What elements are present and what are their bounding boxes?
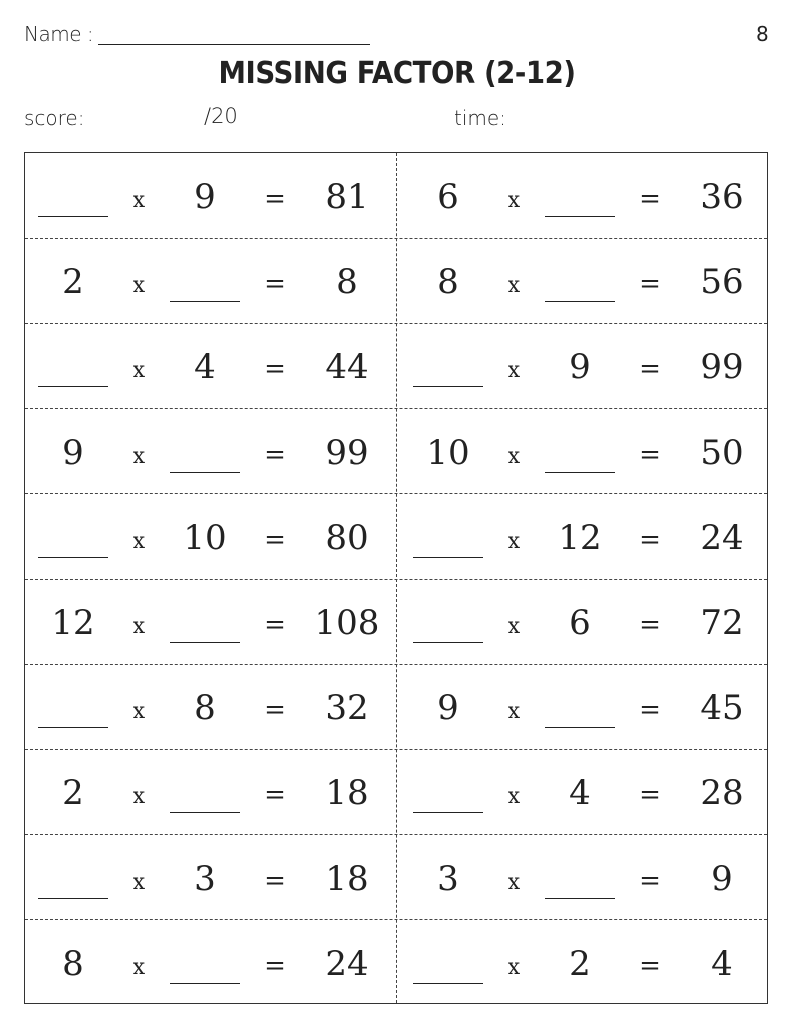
factor-a: 10	[426, 432, 470, 473]
factor-a: 9	[62, 432, 84, 473]
multiply-sign: x	[132, 188, 146, 213]
answer-blank[interactable]	[545, 472, 615, 473]
product: 18	[325, 773, 369, 814]
answer-blank[interactable]	[545, 727, 615, 728]
factor-a: 2	[62, 773, 84, 814]
product: 4	[711, 943, 733, 984]
product: 24	[700, 517, 744, 558]
equals-sign: =	[264, 780, 286, 811]
factor-b: 6	[569, 603, 591, 643]
multiply-sign: x	[132, 954, 146, 980]
product: 18	[325, 858, 369, 899]
multiply-sign: x	[507, 528, 521, 554]
multiply-sign: x	[132, 614, 146, 639]
factor-a: 8	[62, 943, 84, 984]
equals-sign: =	[639, 865, 661, 896]
equals-sign: =	[264, 865, 286, 896]
answer-blank[interactable]	[413, 983, 483, 984]
answer-blank[interactable]	[170, 301, 240, 302]
factor-a: 12	[51, 603, 95, 643]
answer-blank[interactable]	[545, 216, 615, 217]
product: 72	[700, 603, 744, 643]
row-separator	[25, 408, 767, 409]
multiply-sign: x	[507, 443, 521, 469]
equals-sign: =	[264, 524, 286, 555]
row-separator	[25, 919, 767, 920]
equals-sign: =	[639, 780, 661, 811]
product: 24	[325, 943, 369, 984]
answer-blank[interactable]	[38, 216, 108, 217]
product: 99	[700, 347, 744, 388]
answer-blank[interactable]	[413, 812, 483, 813]
equals-sign: =	[639, 439, 661, 470]
answer-blank[interactable]	[38, 898, 108, 899]
multiply-sign: x	[132, 273, 146, 299]
multiply-sign: x	[132, 699, 146, 725]
multiply-sign: x	[507, 273, 521, 299]
multiply-sign: x	[507, 954, 521, 980]
multiply-sign: x	[507, 869, 521, 895]
equals-sign: =	[264, 695, 286, 726]
equals-sign: =	[639, 950, 661, 981]
product: 28	[700, 773, 744, 814]
multiply-sign: x	[507, 614, 521, 639]
name-label: Name :	[24, 22, 94, 46]
factor-b: 8	[194, 688, 216, 729]
product: 50	[700, 432, 744, 473]
equals-sign: =	[639, 695, 661, 726]
equals-sign: =	[264, 354, 286, 385]
row-separator	[25, 664, 767, 665]
row-separator	[25, 493, 767, 494]
product: 108	[314, 603, 380, 643]
factor-b: 12	[558, 517, 602, 558]
row-separator	[25, 834, 767, 835]
product: 32	[325, 688, 369, 729]
factor-a: 6	[437, 177, 459, 217]
factor-b: 9	[194, 177, 216, 217]
name-input-line[interactable]	[98, 44, 370, 45]
product: 44	[325, 347, 369, 388]
factor-a: 2	[62, 262, 84, 303]
factor-b: 4	[194, 347, 216, 388]
multiply-sign: x	[132, 784, 146, 810]
equals-sign: =	[264, 950, 286, 981]
multiply-sign: x	[132, 528, 146, 554]
factor-b: 9	[569, 347, 591, 388]
multiply-sign: x	[507, 784, 521, 810]
product: 8	[336, 262, 358, 303]
answer-blank[interactable]	[38, 557, 108, 558]
answer-blank[interactable]	[545, 301, 615, 302]
answer-blank[interactable]	[413, 386, 483, 387]
answer-blank[interactable]	[38, 727, 108, 728]
answer-blank[interactable]	[413, 642, 483, 643]
product: 56	[700, 262, 744, 303]
equals-sign: =	[639, 269, 661, 300]
page-number: 8	[756, 22, 769, 46]
multiply-sign: x	[132, 358, 146, 384]
answer-blank[interactable]	[170, 812, 240, 813]
row-separator	[25, 238, 767, 239]
answer-blank[interactable]	[170, 983, 240, 984]
answer-blank[interactable]	[170, 642, 240, 643]
equals-sign: =	[639, 184, 661, 214]
product: 80	[325, 517, 369, 558]
equals-sign: =	[639, 610, 661, 640]
row-separator	[25, 579, 767, 580]
equals-sign: =	[264, 610, 286, 640]
score-total: /20	[204, 104, 238, 128]
time-label: time:	[454, 106, 506, 130]
page-title: MISSING FACTOR (2-12)	[218, 56, 576, 91]
factor-a: 9	[437, 688, 459, 729]
factor-b: 10	[183, 517, 227, 558]
factor-b: 2	[569, 943, 591, 984]
multiply-sign: x	[507, 358, 521, 384]
worksheet-grid	[24, 152, 768, 1004]
equals-sign: =	[264, 184, 286, 214]
answer-blank[interactable]	[38, 386, 108, 387]
equals-sign: =	[264, 269, 286, 300]
row-separator	[25, 749, 767, 750]
score-label: score:	[24, 106, 85, 130]
multiply-sign: x	[132, 869, 146, 895]
product: 45	[700, 688, 744, 729]
equals-sign: =	[264, 439, 286, 470]
equals-sign: =	[639, 354, 661, 385]
product: 81	[325, 177, 369, 217]
product: 36	[700, 177, 744, 217]
factor-b: 3	[194, 858, 216, 899]
multiply-sign: x	[507, 188, 521, 213]
product: 9	[711, 858, 733, 899]
multiply-sign: x	[507, 699, 521, 725]
answer-blank[interactable]	[545, 898, 615, 899]
row-separator	[25, 323, 767, 324]
answer-blank[interactable]	[413, 557, 483, 558]
equals-sign: =	[639, 524, 661, 555]
factor-b: 4	[569, 773, 591, 814]
factor-a: 3	[437, 858, 459, 899]
multiply-sign: x	[132, 443, 146, 469]
product: 99	[325, 432, 369, 473]
answer-blank[interactable]	[170, 472, 240, 473]
factor-a: 8	[437, 262, 459, 303]
